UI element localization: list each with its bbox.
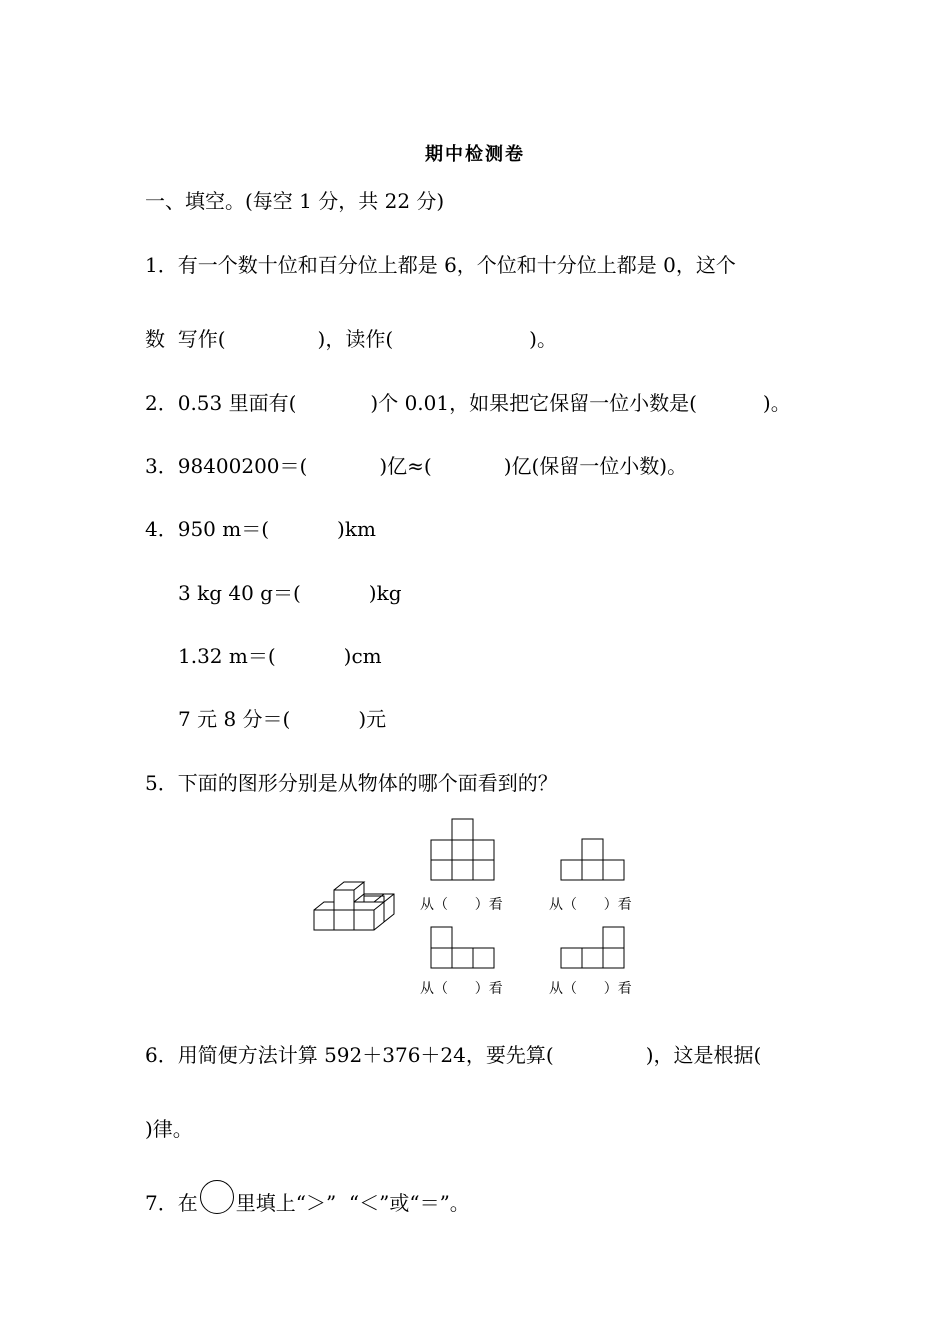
q1-line2: [145, 326, 557, 352]
q1-part-b: )，读作(: [317, 327, 394, 351]
q2-part-a: 2．0.53 里面有(: [145, 391, 297, 415]
q1-part-c: )。: [529, 327, 557, 351]
q4-l2a: 3 kg 40 g＝(: [178, 581, 301, 605]
q4-l2b: )kg: [368, 581, 402, 605]
q6-part-b: )，这是根据(: [645, 1043, 762, 1067]
q4-l3a: 1.32 m＝(: [178, 644, 276, 668]
view-figure-2: [560, 838, 626, 882]
q2-part-b: )个 0.01，如果把它保留一位小数是(: [370, 391, 697, 415]
q6-line1: [145, 1042, 761, 1068]
q4-line2: [178, 580, 402, 606]
q1-line1: 1．有一个数十位和百分位上都是 6，个位和十分位上都是 0，这个: [145, 253, 736, 277]
q5-text: 5．下面的图形分别是从物体的哪个面看到的？: [145, 771, 558, 795]
view-figure-1: [430, 818, 496, 882]
page-title: 期中检测卷: [425, 144, 525, 165]
q3-part-c: )亿(保留一位小数)。: [503, 454, 688, 478]
q4-l4b: )元: [358, 707, 387, 731]
cube-object-figure: [312, 878, 396, 934]
q4-l4a: 7 元 8 分＝(: [178, 707, 291, 731]
q4-l3b: )cm: [343, 644, 382, 668]
view-figure-4: [560, 926, 626, 970]
view-caption-2: 从（ ）看: [549, 897, 632, 913]
q7-part-b: 里填上“＞” “＜”或“＝”。: [235, 1191, 470, 1215]
q1-part-a: 数 写作(: [145, 327, 226, 351]
view-caption-1: 从（ ）看: [420, 897, 503, 913]
q6-part-a: 6．用简便方法计算 592＋376＋24，要先算(: [145, 1043, 554, 1067]
q4-line1: [145, 516, 376, 542]
q4-line3: [178, 643, 382, 669]
q2-part-c: )。: [762, 391, 791, 415]
q4-line4: [178, 706, 386, 732]
q7-part-a: 7．在: [145, 1191, 198, 1215]
view-figure-3: [430, 926, 496, 970]
view-caption-4: 从（ ）看: [549, 981, 632, 997]
q3-part-b: )亿≈(: [379, 454, 432, 478]
q3-line: [145, 453, 687, 479]
q3-part-a: 3．98400200＝(: [145, 454, 308, 478]
q4-l1b: )km: [337, 517, 376, 541]
circle-icon: [200, 1180, 234, 1214]
q6-line2: )律。: [145, 1117, 193, 1141]
view-caption-3: 从（ ）看: [420, 981, 503, 997]
section-heading: 一、填空。(每空 1 分，共 22 分): [145, 189, 445, 213]
q7-line: [145, 1180, 470, 1216]
q4-l1a: 4．950 m＝(: [145, 517, 270, 541]
q2-line: [145, 390, 791, 416]
